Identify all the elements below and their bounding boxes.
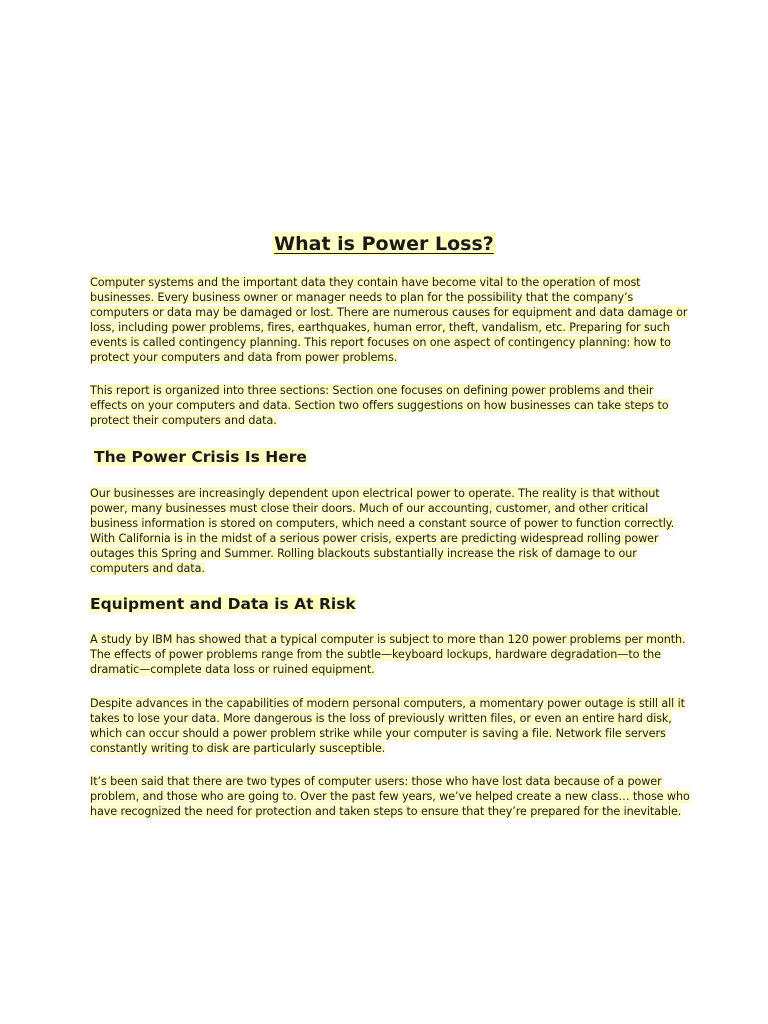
section-heading-power-crisis-text: The Power Crisis Is Here	[94, 448, 307, 466]
section-heading-power-crisis	[94, 446, 307, 468]
power-crisis-paragraph	[90, 486, 690, 576]
equipment-risk-paragraph-3-text: It’s been said that there are two types of computer users: those who have lost data because of a power problem, and those who are going to. Over the past few years, we’ve helped create a new class… those who have recognized the need for protection and taken steps to ensure that they’re prepared for the inevitable.	[90, 775, 690, 818]
page-title-text: What is Power Loss?	[274, 233, 494, 255]
power-crisis-paragraph-text: Our businesses are increasingly dependent upon electrical power to operate. The reality is that without power, many businesses must close their doors. Much of our accounting, customer, and other critical business information is stored on computers, which need a constant source of power to function correctly. With California is in the midst of a serious power crisis, experts are predicting widespread rolling power outages this Spring and Summer. Rolling blackouts substantially increase the risk of damage to our computers and data.	[90, 487, 675, 575]
equipment-risk-paragraph-2	[90, 696, 690, 756]
intro-paragraph-1-text: Computer systems and the important data they contain have become vital to the operation of most businesses. Every business owner or manager needs to plan for the possibility that the company’s computers or data may be damaged or lost. There are numerous causes for equipment and data damage or loss, including power problems, fires, earthquakes, human error, theft, vandalism, etc. Preparing for such events is called contingency planning. This report focuses on one aspect of contingency planning: how to protect your computers and data from power problems.	[90, 276, 688, 364]
equipment-risk-paragraph-1-text: A study by IBM has showed that a typical computer is subject to more than 120 power problems per month. The effects of power problems range from the subtle—keyboard lockups, hardware degradation—to the dramatic—complete data loss or ruined equipment.	[90, 633, 686, 676]
equipment-risk-paragraph-3	[90, 774, 690, 819]
page-title	[0, 231, 768, 257]
section-heading-equipment-risk-text: Equipment and Data is At Risk	[90, 595, 356, 613]
equipment-risk-paragraph-2-text: Despite advances in the capabilities of modern personal computers, a momentary power outage is still all it takes to lose your data. More dangerous is the loss of previously written files, or even an entire hard disk, which can occur should a power problem strike while your computer is saving a file. Network file servers constantly writing to disk are particularly susceptible.	[90, 697, 685, 755]
intro-paragraph-2-text: This report is organized into three sections: Section one focuses on defining power problems and their effects on your computers and data. Section two offers suggestions on how businesses can take steps to protect their computers and data.	[90, 384, 669, 427]
equipment-risk-paragraph-1	[90, 632, 690, 677]
section-heading-equipment-risk	[90, 593, 356, 615]
intro-paragraph-2	[90, 383, 690, 428]
intro-paragraph-1	[90, 275, 690, 365]
